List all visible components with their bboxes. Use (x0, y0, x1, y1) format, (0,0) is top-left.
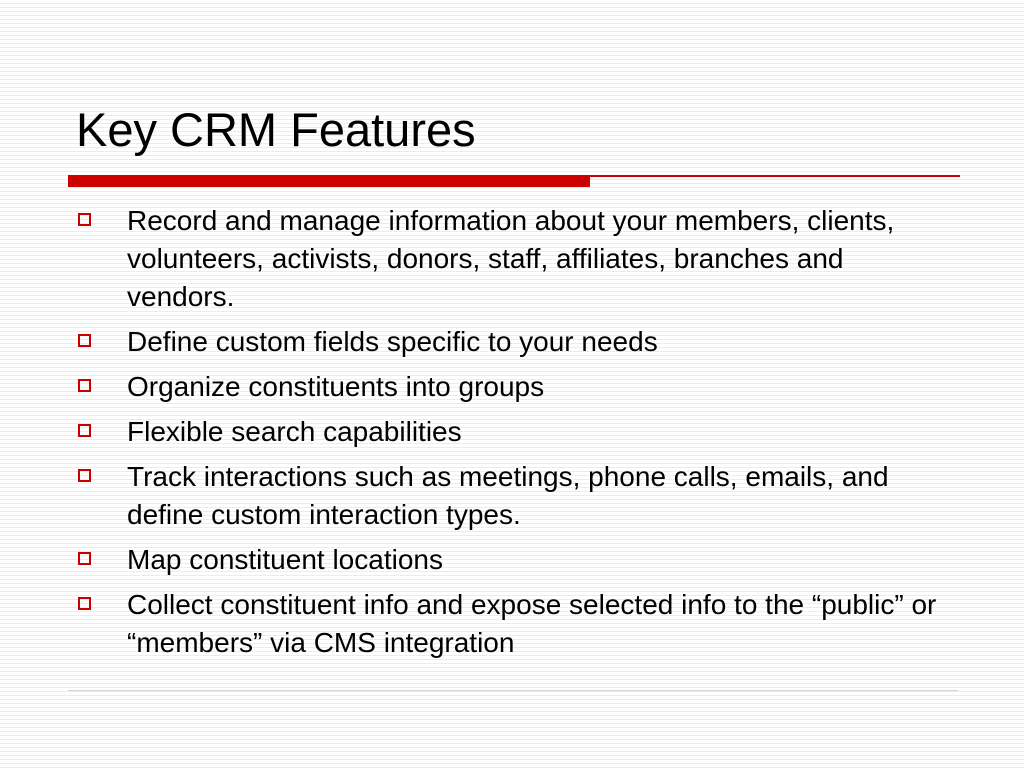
hollow-square-icon (78, 334, 91, 347)
bullet-text: Track interactions such as meetings, phone calls, emails, and define custom interaction types. (127, 461, 889, 530)
bullet-text: Organize constituents into groups (127, 371, 545, 402)
hollow-square-icon (78, 213, 91, 226)
bullet-list (76, 202, 956, 669)
bullet-item (76, 323, 956, 361)
bullet-item (76, 541, 956, 579)
title-underline-thick (68, 175, 590, 187)
bullet-item (76, 202, 956, 316)
bullet-text: Flexible search capabilities (127, 416, 462, 447)
hollow-square-icon (78, 597, 91, 610)
hollow-square-icon (78, 424, 91, 437)
bullet-item (76, 458, 956, 534)
bullet-item (76, 413, 956, 451)
hollow-square-icon (78, 552, 91, 565)
bullet-item (76, 368, 956, 406)
bullet-text: Record and manage information about your members, clients, volunteers, activists, donors, staff, affiliates, branches and vendors. (127, 205, 895, 312)
hollow-square-icon (78, 379, 91, 392)
bullet-text: Define custom fields specific to your needs (127, 326, 658, 357)
bullet-text: Collect constituent info and expose selected info to the “public” or “members” via CMS integration (127, 589, 937, 658)
hollow-square-icon (78, 469, 91, 482)
bullet-text: Map constituent locations (127, 544, 443, 575)
footer-divider (68, 690, 958, 691)
title-underline-thin (590, 175, 960, 177)
bullet-item (76, 586, 956, 662)
slide-title: Key CRM Features (76, 103, 476, 156)
